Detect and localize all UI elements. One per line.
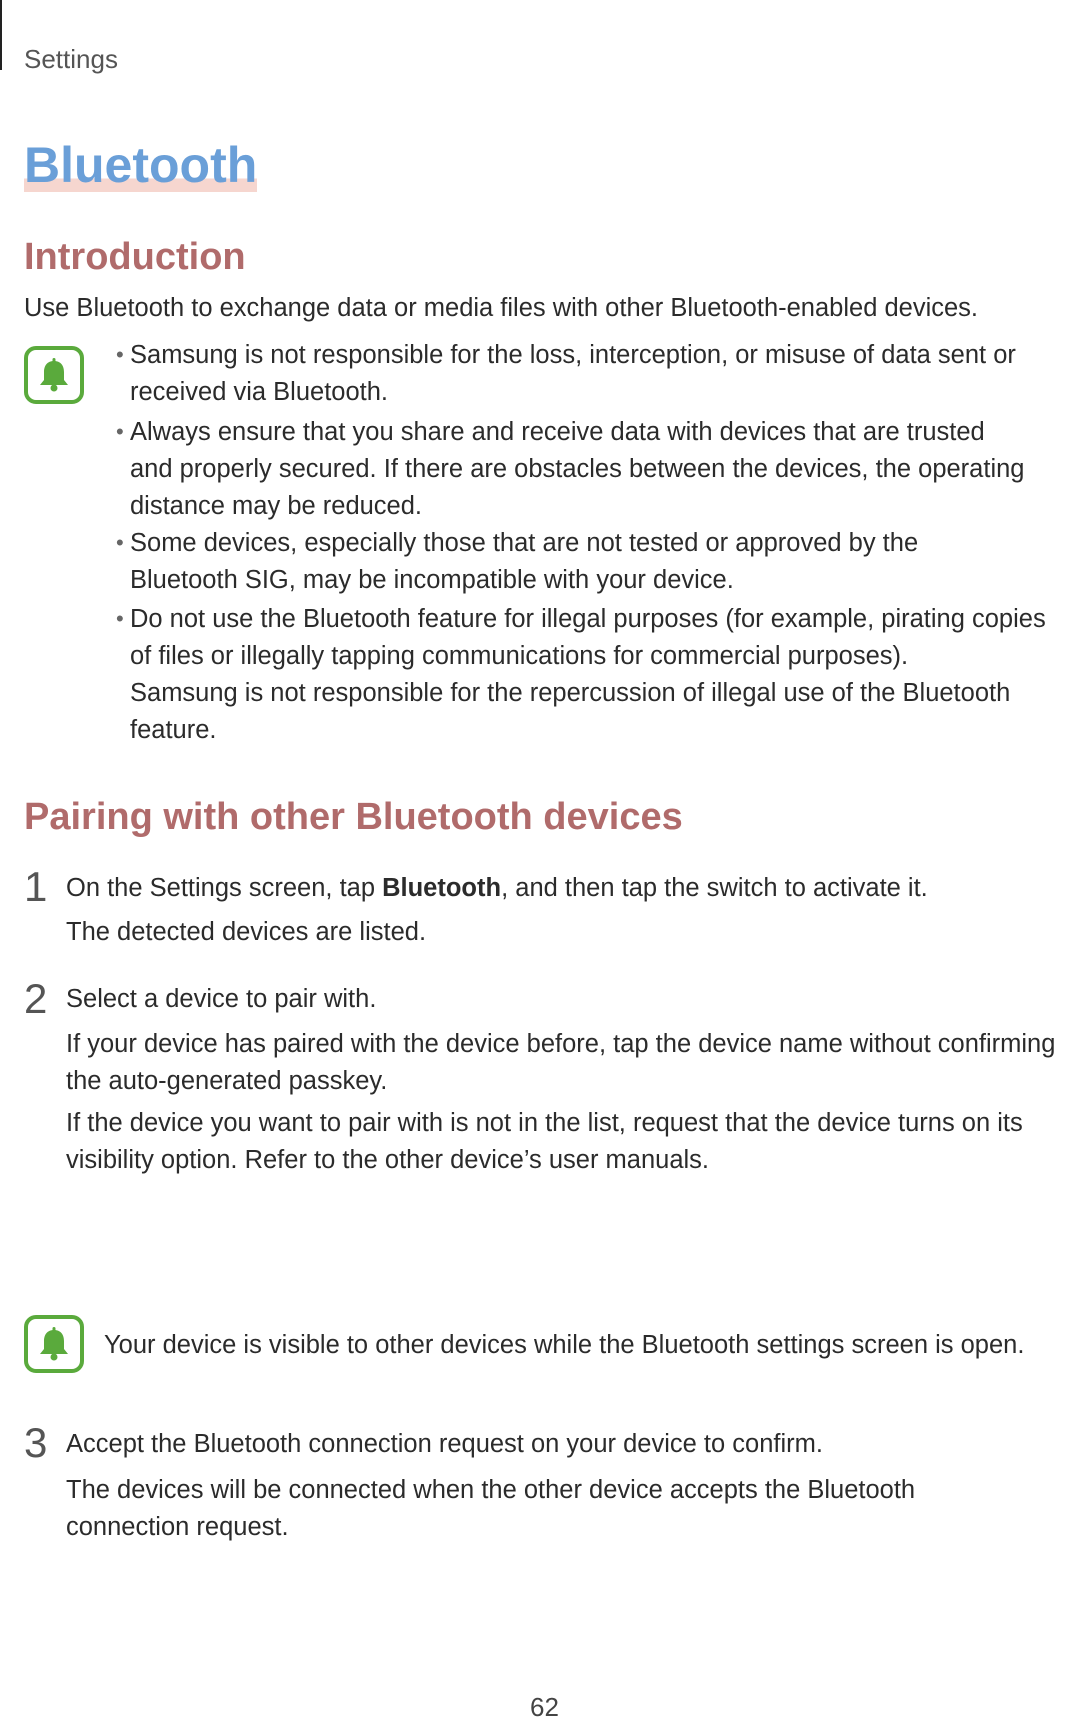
note-item: Some devices, especially those that are not tested or approved by the Bluetooth SIG, may be incompatible with your device.: [130, 529, 919, 594]
step-instruction: Accept the Bluetooth connection request on your device to confirm.: [66, 1430, 823, 1458]
page-number: 62: [530, 1692, 559, 1722]
step-text: On the Settings screen, tap: [66, 874, 383, 902]
section-heading-introduction: Introduction: [24, 236, 246, 278]
bullet: •: [116, 419, 124, 444]
bullet: •: [116, 606, 124, 631]
visibility-note: Your device is visible to other devices while the Bluetooth settings screen is open.: [104, 1331, 1025, 1359]
corner-rule: [0, 0, 2, 70]
step-detail: The detected devices are listed.: [66, 918, 427, 946]
bell-icon: [34, 1324, 74, 1364]
step-text: , and then tap the switch to activate it.: [501, 874, 928, 902]
step-detail: If the device you want to pair with is not in the list, request that the device turns on its visibility option. Refer to the other device’s user manuals.: [66, 1109, 1023, 1174]
step-detail: If your device has paired with the device before, tap the device name without confirming the auto-generated passkey.: [66, 1030, 1056, 1095]
step-number: 2: [24, 975, 48, 1022]
note-bell-icon: [24, 1315, 84, 1373]
note-bell-icon: [24, 346, 84, 404]
note-item: Always ensure that you share and receive data with devices that are trusted and properly secured. If there are obstacles between the devices, the operating distance may be reduced.: [130, 418, 1025, 520]
note-item: Samsung is not responsible for the loss, interception, or misuse of data sent or received via Bluetooth.: [130, 341, 1016, 406]
ui-term-bluetooth: Bluetooth: [382, 874, 502, 902]
intro-lead: Use Bluetooth to exchange data or media files with other Bluetooth-enabled devices.: [24, 294, 979, 322]
note-item: Do not use the Bluetooth feature for illegal purposes (for example, pirating copies of files or illegally tapping communications for commercial purposes).: [130, 605, 1046, 670]
step-number: 3: [24, 1419, 48, 1466]
bell-icon: [34, 355, 74, 395]
page-title: Bluetooth: [24, 137, 258, 193]
note-item-continuation: Samsung is not responsible for the repercussion of illegal use of the Bluetooth feature.: [130, 679, 1011, 744]
section-heading-pairing: Pairing with other Bluetooth devices: [24, 796, 683, 838]
bullet: •: [116, 530, 124, 555]
bullet: •: [116, 342, 124, 367]
step-instruction: [66, 870, 1026, 907]
running-header: Settings: [24, 44, 118, 74]
step-number: 1: [24, 863, 48, 910]
step-detail: The devices will be connected when the other device accepts the Bluetooth connection request.: [66, 1476, 916, 1541]
step-instruction: Select a device to pair with.: [66, 985, 377, 1013]
